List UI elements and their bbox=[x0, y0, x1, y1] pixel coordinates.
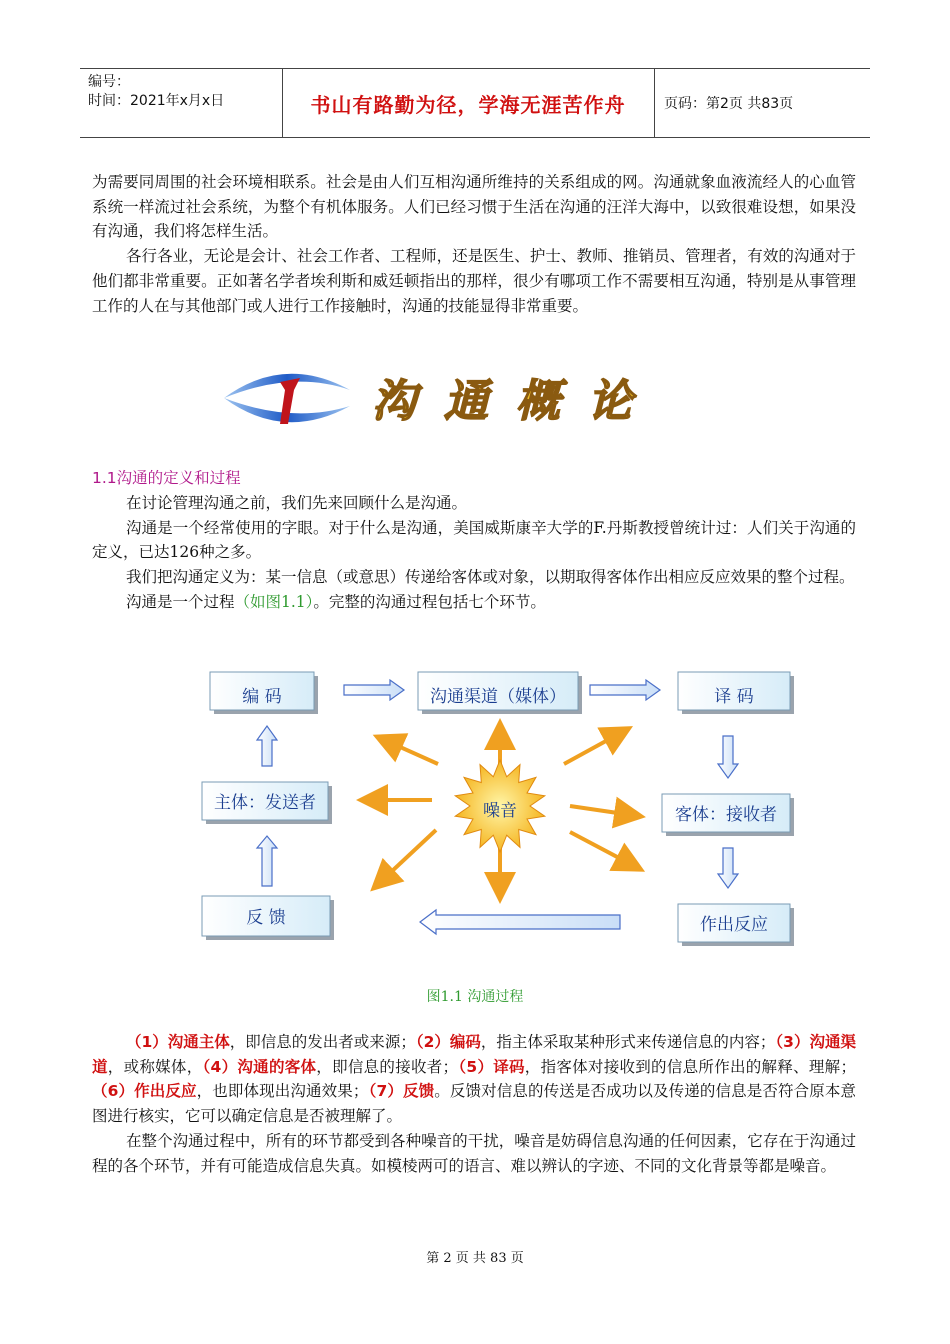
noise-label: 噪音 bbox=[483, 801, 517, 821]
box-feedback bbox=[202, 896, 334, 940]
noise-ray-arrow bbox=[570, 806, 638, 816]
element-desc: ，指主体采取某种形式来传递信息的内容； bbox=[480, 1033, 776, 1051]
section-paragraph: 在讨论管理沟通之前，我们先来回顾什么是沟通。 bbox=[126, 494, 468, 512]
page-footer: 第 2 页 共 83 页 bbox=[426, 1251, 524, 1266]
section-text bbox=[92, 491, 856, 615]
element-term: （1）沟通主体 bbox=[126, 1033, 230, 1051]
page-header bbox=[80, 68, 870, 138]
box-label: 主体：发送者 bbox=[214, 793, 316, 813]
banner-char: 沟 bbox=[372, 376, 416, 427]
flow-arrow-down bbox=[718, 848, 738, 888]
element-term: （6）作出反应 bbox=[92, 1082, 197, 1101]
box-label: 沟通渠道（媒体） bbox=[430, 687, 566, 707]
intro-text bbox=[92, 170, 856, 318]
intro-paragraph: 为需要同周围的社会环境相联系。社会是由人们互相沟通所维持的关系组成的网。沟通就象血液流经人的心血管系统一样流过社会系统，为整个有机体服务。人们已经习惯于生活在沟通的汪洋大海中，以致很难设想，如果没有沟通，我们将怎样生活。 bbox=[92, 173, 856, 241]
header-motto: 书山有路勤为径，学海无涯苦作舟 bbox=[310, 92, 626, 117]
communication-process-diagram bbox=[190, 660, 810, 950]
section-paragraph: 我们把沟通定义为：某一信息（或意思）传递给客体或对象，以期取得客体作出相应反应效果的整个过程。 bbox=[126, 568, 855, 587]
banner-char: 概 bbox=[516, 376, 560, 427]
element-desc: ，指客体对接收到的信息所作出的解释、理解； bbox=[524, 1057, 856, 1076]
banner-char: 通 bbox=[444, 376, 488, 427]
box-label: 反 馈 bbox=[246, 908, 286, 928]
box-receiver bbox=[662, 794, 794, 836]
element-desc: 。反馈对信息的传送是否成功以及传递的信息是否符合原本意图进行核实，它可以确定信息是否被理解了。 bbox=[92, 1082, 856, 1126]
element-desc: ，也即体现出沟通效果； bbox=[196, 1082, 369, 1101]
elements-text bbox=[92, 1030, 856, 1178]
chapter-banner bbox=[222, 360, 642, 438]
element-term: （5）译码 bbox=[458, 1057, 525, 1076]
flow-arrow-up bbox=[257, 836, 277, 886]
banner-char: 论 bbox=[588, 376, 632, 427]
box-encode bbox=[210, 672, 318, 714]
box-label: 作出反应 bbox=[700, 915, 768, 935]
element-term: （2）编码 bbox=[415, 1033, 481, 1051]
flow-arrow-right bbox=[344, 680, 404, 700]
intro-paragraph: 各行各业，无论是会计、社会工作者、工程师，还是医生、护士、教师、推销员、管理者，有效的沟通对于他们都非常重要。正如著名学者埃利斯和威廷顿指出的那样，很少有哪项工作不需要相互沟通，特别是从事管理工作的人在与其他部门或人进行工作接触时，沟通的技能显得非常重要。 bbox=[92, 247, 856, 315]
section-paragraph bbox=[92, 590, 856, 615]
section-paragraph: 沟通是一个经常使用的字眼。对于什么是沟通，美国威斯康辛大学的F.丹斯教授曾统计过：人们关于沟通的定义，已达126种之多。 bbox=[92, 518, 856, 562]
element-term: （7）反馈 bbox=[368, 1082, 435, 1101]
flow-arrow-left bbox=[420, 910, 620, 934]
noise-ray-arrow bbox=[564, 730, 626, 764]
noise-ray-arrow bbox=[380, 738, 438, 764]
header-divider bbox=[654, 69, 655, 137]
elements-paragraph bbox=[92, 1030, 856, 1129]
process-text: 。完整的沟通过程包括七个环节。 bbox=[313, 592, 546, 611]
box-label: 客体：接收者 bbox=[675, 805, 777, 825]
box-sender bbox=[202, 782, 332, 824]
figure-reference: （如图1.1） bbox=[234, 592, 314, 611]
element-desc: ，或称媒体， bbox=[107, 1057, 203, 1076]
header-meta bbox=[88, 73, 224, 111]
element-desc: ，即信息的发出者或来源； bbox=[229, 1033, 416, 1051]
noise-starburst bbox=[455, 760, 545, 852]
flow-arrow-down bbox=[718, 736, 738, 778]
process-text: 沟通是一个过程 bbox=[126, 592, 235, 611]
element-term: （3）沟通渠道 bbox=[92, 1033, 856, 1076]
time-label: 时间：2021年x月x日 bbox=[88, 93, 225, 109]
flow-arrow-right bbox=[590, 680, 660, 700]
noise-ray-arrow bbox=[376, 830, 436, 886]
noise-paragraph: 在整个沟通过程中，所有的环节都受到各种噪音的干扰，噪音是妨碍信息沟通的任何因素，它存在于沟通过程的各个环节，并有可能造成信息失真。如模棱两可的语言、难以辨认的字迹、不同的文化背景等都是噪音。 bbox=[92, 1131, 856, 1175]
element-term: （4）沟通的客体 bbox=[202, 1057, 317, 1076]
box-decode bbox=[678, 672, 794, 714]
header-page-label: 页码：第2页 共83页 bbox=[664, 96, 794, 112]
box-label: 译 码 bbox=[714, 687, 754, 707]
section-title: 1.1沟通的定义和过程 bbox=[92, 469, 241, 487]
noise-ray-arrow bbox=[570, 832, 638, 868]
element-desc: ，即信息的接收者； bbox=[316, 1057, 459, 1076]
figure-caption: 图1.1 沟通过程 bbox=[426, 989, 524, 1005]
box-response bbox=[678, 904, 794, 946]
number-label: 编号： bbox=[88, 74, 130, 90]
box-label: 编 码 bbox=[242, 687, 282, 707]
flow-arrow-up bbox=[257, 726, 277, 766]
box-channel bbox=[418, 672, 582, 714]
